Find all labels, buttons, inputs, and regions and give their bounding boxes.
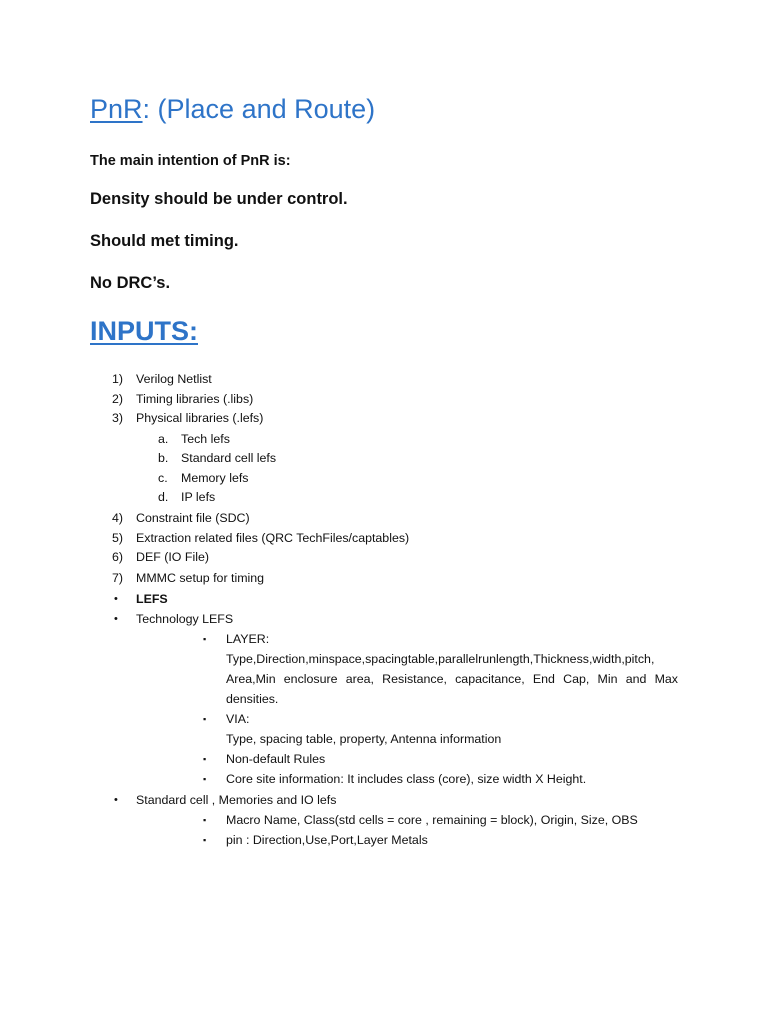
layer-detail: Type,Direction,minspace,spacingtable,parallelrunlength,Thickness,width,pitch, Area,Min enclosure area, Resistance, capacitance, End Cap, Min and Max densities. <box>226 652 678 706</box>
list-marker: 4) <box>112 511 124 525</box>
list-text: Macro Name, Class(std cells = core , remaining = block), Origin, Size, OBS <box>226 813 638 827</box>
list-text: Verilog Netlist <box>136 372 212 386</box>
list-text: Core site information: It includes class (core), size width X Height. <box>226 772 587 786</box>
list-text: Tech lefs <box>181 432 230 446</box>
list-text: pin : Direction,Use,Port,Layer Metals <box>226 833 428 847</box>
list-text: VIA: <box>226 712 250 726</box>
list-text: Extraction related files (QRC TechFiles/captables) <box>136 531 410 545</box>
list-text: LAYER: <box>226 632 270 646</box>
list-text: DEF (IO File) <box>136 550 209 564</box>
goal-drc: No DRC’s. <box>90 274 171 292</box>
page-title <box>90 94 375 125</box>
square-bullet-icon: ▪ <box>203 835 207 845</box>
square-bullet-icon: ▪ <box>203 634 207 644</box>
square-bullet-icon: ▪ <box>203 754 207 764</box>
list-marker: 1) <box>112 372 124 386</box>
list-text: LEFS <box>136 592 168 606</box>
list-marker: 3) <box>112 411 124 425</box>
bullet-icon: • <box>114 794 118 806</box>
list-text: Non-default Rules <box>226 752 326 766</box>
list-marker: 2) <box>112 392 124 406</box>
bullet-icon: • <box>114 593 118 605</box>
list-text: MMMC setup for timing <box>136 571 265 585</box>
list-marker: 5) <box>112 531 124 545</box>
list-text: Timing libraries (.libs) <box>136 392 254 406</box>
list-marker: a. <box>158 432 169 446</box>
square-bullet-icon: ▪ <box>203 714 207 724</box>
goal-density: Density should be under control. <box>90 190 348 208</box>
list-marker: 7) <box>112 571 124 585</box>
via-detail: Type, spacing table, property, Antenna information <box>226 732 502 746</box>
list-marker: b. <box>158 451 169 465</box>
list-text: Standard cell , Memories and IO lefs <box>136 793 337 807</box>
list-marker: 6) <box>112 550 124 564</box>
bullet-icon: • <box>114 613 118 625</box>
list-text: IP lefs <box>181 490 216 504</box>
square-bullet-icon: ▪ <box>203 774 207 784</box>
intro-text: The main intention of PnR is: <box>90 153 291 169</box>
list-text: Technology LEFS <box>136 612 234 626</box>
square-bullet-icon: ▪ <box>203 815 207 825</box>
list-marker: d. <box>158 490 169 504</box>
list-text: Physical libraries (.lefs) <box>136 411 264 425</box>
goal-timing: Should met timing. <box>90 232 239 250</box>
list-text: Standard cell lefs <box>181 451 277 465</box>
list-text: Constraint file (SDC) <box>136 511 250 525</box>
list-marker: c. <box>158 471 168 485</box>
title-rest: : (Place and Route) <box>142 94 376 124</box>
title-abbrev: PnR <box>90 94 143 124</box>
inputs-heading: INPUTS: <box>90 316 198 346</box>
list-text: Memory lefs <box>181 471 249 485</box>
